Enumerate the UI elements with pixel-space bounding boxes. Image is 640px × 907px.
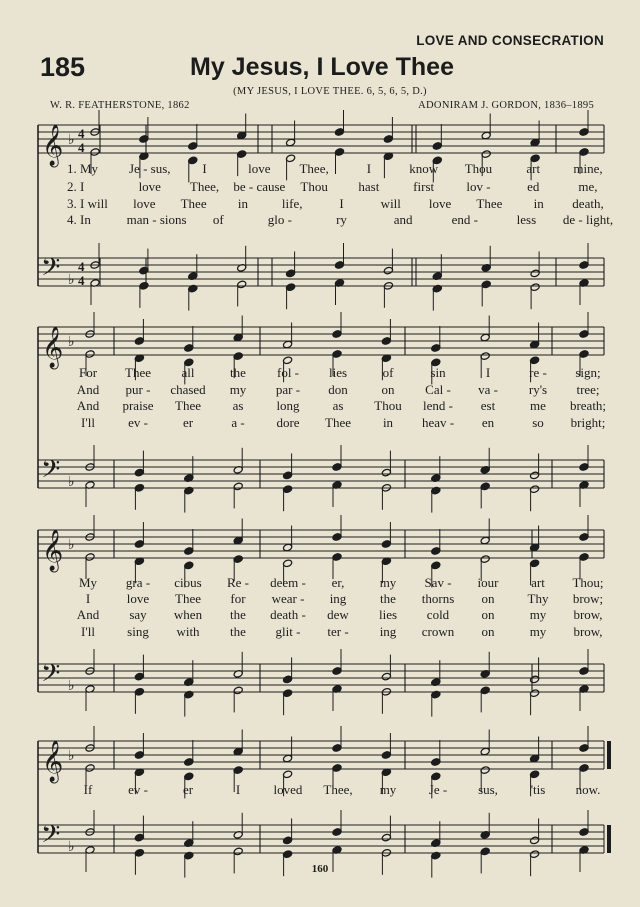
lyric-syllable: me	[530, 398, 546, 413]
lyric-syllable: gra -	[125, 575, 151, 590]
lyric-syllable: va -	[478, 382, 498, 397]
lyric-syllable: art	[531, 575, 545, 590]
lyric-syllable: my	[529, 607, 547, 622]
lyric-syllable: Je - sus,	[129, 161, 171, 176]
lyric-syllable: love	[126, 591, 150, 606]
lyric-syllable: I	[235, 782, 241, 797]
time-signature: 4	[78, 140, 85, 155]
key-flat: ♭	[68, 840, 75, 855]
lyric-syllable: a -	[231, 415, 245, 430]
lyric-syllable: be - cause	[233, 179, 286, 194]
key-flat: ♭	[68, 133, 75, 148]
lyric-syllable: 4. In	[67, 212, 91, 227]
lyric-syllable: of	[382, 365, 394, 380]
lyric-syllable: If	[83, 782, 93, 797]
lyric-syllable: the	[230, 365, 246, 380]
lyric-syllable: in	[382, 415, 394, 430]
lyric-syllable: re -	[529, 365, 547, 380]
lyric-syllable: tree;	[576, 382, 600, 397]
author-credit: ADONIRAM J. GORDON, 1836–1895	[418, 100, 594, 111]
lyric-syllable: now.	[575, 782, 601, 797]
lyric-syllable: love	[133, 196, 156, 211]
lyric-syllable: in	[237, 196, 248, 211]
lyric-syllable: 'tis	[530, 782, 546, 797]
page-number: 160	[311, 863, 329, 875]
key-flat: ♭	[68, 475, 75, 490]
lyric-syllable: ing	[379, 624, 397, 639]
lyric-syllable: love	[138, 179, 161, 194]
key-flat: ♭	[68, 273, 75, 288]
lyric-syllable: and	[393, 212, 413, 227]
lyric-syllable: on	[481, 607, 495, 622]
lyric-syllable: Sav -	[424, 575, 452, 590]
lyric-syllable: love	[248, 161, 271, 176]
lyric-syllable: I	[85, 591, 91, 606]
lyric-syllable: my	[529, 624, 547, 639]
lyric-syllable: 1. My	[67, 161, 99, 176]
lyric-syllable: hast	[358, 179, 380, 194]
lyric-syllable: de - light,	[562, 212, 614, 227]
lyric-syllable: in	[533, 196, 544, 211]
lyric-syllable: when	[173, 607, 203, 622]
lyric-syllable: my	[229, 382, 247, 397]
time-signature: 4	[78, 273, 85, 288]
lyric-syllable: Thee	[175, 398, 201, 413]
treble-clef: 𝄞	[42, 125, 64, 166]
lyric-syllable: Thee,	[299, 161, 329, 176]
lyric-syllable: so	[532, 415, 544, 430]
lyric-syllable: My	[78, 575, 98, 590]
lyric-syllable: cold	[426, 607, 450, 622]
lyric-syllable: dew	[327, 607, 349, 622]
lyric-syllable: ry's	[528, 382, 548, 397]
bass-clef: 𝄢	[41, 455, 61, 490]
lyric-syllable: heav -	[421, 415, 455, 430]
lyric-syllable: love	[428, 196, 452, 211]
treble-clef: 𝄞	[42, 741, 64, 782]
final-bar	[607, 741, 611, 769]
lyric-syllable: death,	[572, 196, 604, 211]
lyric-syllable: the	[230, 607, 246, 622]
lyric-syllable: dore	[276, 415, 300, 430]
treble-clef: 𝄞	[42, 327, 64, 368]
lyric-syllable: of	[212, 212, 224, 227]
lyric-syllable: Thou	[374, 398, 402, 413]
lyric-syllable: ed	[527, 179, 540, 194]
lyric-syllable: as	[332, 398, 344, 413]
lyric-syllable: And	[76, 382, 100, 397]
lyric-syllable: I	[485, 365, 491, 380]
bass-clef: 𝄢	[41, 253, 61, 288]
lyric-syllable: me,	[578, 179, 598, 194]
lyric-syllable: er	[182, 782, 194, 797]
lyric-syllable: Thee	[325, 415, 351, 430]
lyric-syllable: my	[379, 575, 397, 590]
lyric-syllable: sing	[127, 624, 149, 639]
lyric-syllable: Thou	[300, 179, 328, 194]
lyric-syllable: And	[76, 607, 100, 622]
hymn-number: 185	[40, 52, 86, 82]
lyric-syllable: for	[230, 591, 246, 606]
lyric-syllable: Thee	[125, 365, 151, 380]
lyric-syllable: on	[381, 382, 395, 397]
lyric-syllable: deem -	[270, 575, 306, 590]
lyric-syllable: first	[413, 179, 435, 194]
lyric-syllable: Re -	[226, 575, 250, 590]
key-flat: ♭	[68, 749, 75, 764]
lyric-syllable: lies	[378, 607, 398, 622]
lyric-syllable: And	[76, 398, 100, 413]
lyric-syllable: glo -	[267, 212, 292, 227]
lyric-syllable: lend -	[423, 398, 453, 413]
lyric-syllable: Cal -	[425, 382, 451, 397]
lyric-syllable: fol -	[276, 365, 300, 380]
lyric-syllable: the	[380, 591, 396, 606]
tune-meter: (MY JESUS, I LOVE THEE. 6, 5, 6, 5, D.)	[233, 86, 427, 97]
lyric-syllable: iour	[477, 575, 499, 590]
lyric-syllable: don	[328, 382, 348, 397]
lyric-syllable: less	[516, 212, 537, 227]
lyric-syllable: Thee	[175, 591, 201, 606]
key-flat: ♭	[68, 335, 75, 350]
lyric-syllable: For	[78, 365, 98, 380]
lyric-syllable: thorns	[421, 591, 455, 606]
composer-credit: W. R. FEATHERSTONE, 1862	[50, 100, 190, 111]
lyric-syllable: er,	[331, 575, 345, 590]
lyric-syllable: lov -	[466, 179, 491, 194]
lyric-syllable: Thou	[464, 161, 493, 176]
lyric-syllable: 3. I will	[67, 196, 108, 211]
lyric-syllable: will	[380, 196, 401, 211]
lyric-syllable: ing	[329, 591, 347, 606]
lyric-syllable: er	[182, 415, 194, 430]
lyric-syllable: I	[339, 196, 344, 211]
lyric-syllable: Thee,	[189, 179, 220, 194]
lyric-syllable: sign;	[575, 365, 601, 380]
lyric-syllable: brow,	[573, 607, 603, 622]
lyric-syllable: ter -	[327, 624, 349, 639]
lyric-syllable: est	[480, 398, 496, 413]
lyric-syllable: sin	[430, 365, 446, 380]
lyric-syllable: 2. I	[67, 179, 85, 194]
lyric-syllable: the	[230, 624, 246, 639]
lyric-syllable: my	[379, 782, 397, 797]
lyric-syllable: with	[176, 624, 200, 639]
lyric-syllable: long	[276, 398, 300, 413]
time-signature: 4	[78, 259, 85, 274]
treble-clef: 𝄞	[42, 530, 64, 571]
lyric-syllable: sus,	[478, 782, 498, 797]
lyric-syllable: Thee	[476, 196, 503, 211]
lyric-syllable: mine,	[573, 161, 603, 176]
lyric-syllable: on	[481, 624, 495, 639]
lyric-syllable: loved	[273, 782, 303, 797]
lyric-syllable: say	[129, 607, 147, 622]
final-bar	[607, 825, 611, 853]
lyric-syllable: chased	[170, 382, 206, 397]
lyric-syllable: end -	[451, 212, 478, 227]
bass-clef: 𝄢	[41, 820, 61, 855]
key-flat: ♭	[68, 538, 75, 553]
lyric-syllable: Thee,	[323, 782, 353, 797]
lyric-syllable: pur -	[125, 382, 151, 397]
lyric-syllable: I	[366, 161, 372, 176]
lyric-syllable: glit -	[275, 624, 301, 639]
lyric-syllable: Thou;	[572, 575, 604, 590]
lyric-syllable: I	[202, 161, 207, 176]
bass-clef: 𝄢	[41, 659, 61, 694]
section-title: LOVE AND CONSECRATION	[416, 33, 604, 48]
lyric-syllable: Je -	[428, 782, 448, 797]
lyric-syllable: ry	[336, 212, 347, 227]
lyric-syllable: bright;	[570, 415, 606, 430]
hymn-title: My Jesus, I Love Thee	[190, 53, 454, 81]
lyric-syllable: I'll	[81, 415, 95, 430]
lyric-syllable: brow;	[572, 591, 604, 606]
lyric-syllable: as	[232, 398, 244, 413]
lyric-syllable: ev -	[128, 415, 148, 430]
lyric-syllable: death -	[270, 607, 306, 622]
lyric-syllable: crown	[421, 624, 455, 639]
lyric-syllable: praise	[122, 398, 154, 413]
lyric-syllable: cious	[174, 575, 202, 590]
lyric-syllable: life,	[281, 196, 303, 211]
lyric-syllable: I'll	[81, 624, 95, 639]
lyric-syllable: ev -	[128, 782, 148, 797]
lyric-syllable: en	[481, 415, 495, 430]
lyric-syllable: brow,	[573, 624, 603, 639]
lyric-syllable: all	[181, 365, 195, 380]
lyric-syllable: on	[481, 591, 495, 606]
lyric-syllable: par -	[275, 382, 301, 397]
lyric-syllable: wear -	[271, 591, 305, 606]
lyric-syllable: breath;	[569, 398, 607, 413]
lyric-syllable: Thy	[527, 591, 549, 606]
lyric-syllable: man - sions	[126, 212, 187, 227]
lyric-syllable: Thee	[180, 196, 207, 211]
key-flat: ♭	[68, 679, 75, 694]
lyric-syllable: lies	[328, 365, 348, 380]
lyric-syllable: art	[526, 161, 541, 176]
time-signature: 4	[78, 126, 85, 141]
lyric-syllable: know	[409, 161, 439, 176]
